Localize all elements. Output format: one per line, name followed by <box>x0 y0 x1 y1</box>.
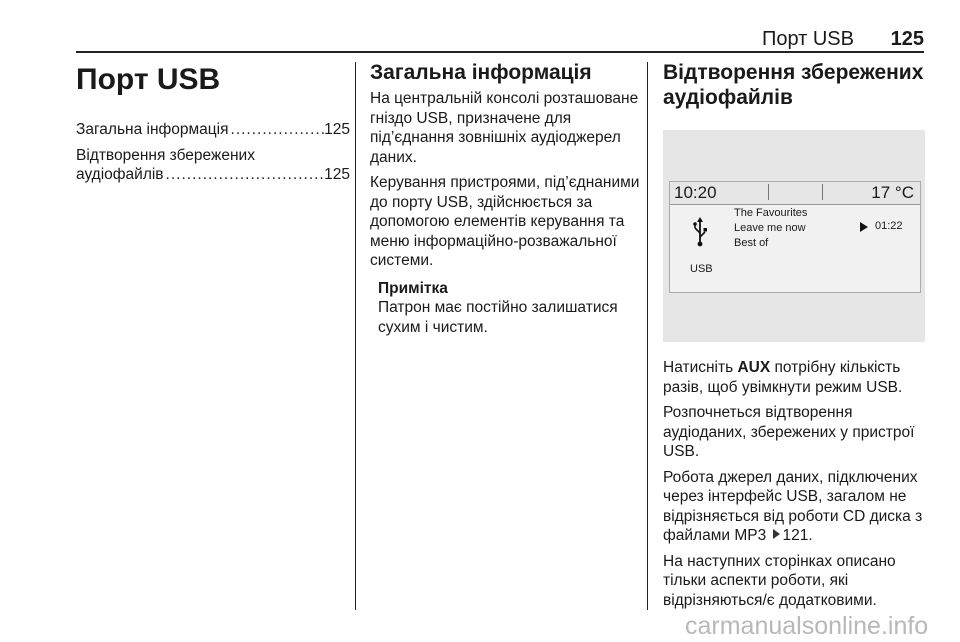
page-header <box>76 28 924 52</box>
page-reference-icon <box>773 529 780 539</box>
paragraph: Розпочнеться відтворення аудіоданих, збережених у пристрої USB. <box>663 404 915 460</box>
toc-entry-title: аудіофайлів <box>76 166 164 183</box>
divider-tick <box>822 184 823 200</box>
toc-entry[interactable] <box>76 120 350 140</box>
text: Робота джерел даних, підключених через інтерфейс USB, загалом не відрізняється від роботи CD диска з файлами MP3 <box>663 468 923 544</box>
track-item: The Favourites <box>734 207 808 219</box>
note-box <box>378 279 642 338</box>
toc-entry[interactable] <box>76 146 350 185</box>
toc-entry-title: Загальна інформація <box>76 121 229 138</box>
display-status-bar <box>670 182 920 205</box>
toc-column <box>76 60 350 191</box>
watermark: carmanualsonline.info <box>685 612 929 640</box>
display-temperature: 17 °C <box>871 183 914 202</box>
playback-status <box>860 217 903 237</box>
section-heading: Відтворення збережених аудіофайлів <box>663 61 924 109</box>
track-item: Leave me now <box>734 222 806 234</box>
note-text: Патрон має постійно залишатися сухим і чистим. <box>378 299 618 336</box>
column-divider <box>355 62 356 610</box>
page-reference[interactable]: 121. <box>782 527 813 544</box>
usb-label: USB <box>690 263 713 275</box>
text: потрібну кількість разів, щоб увімкнути режим USB. <box>663 359 903 396</box>
infotainment-display <box>669 181 921 293</box>
running-title: Порт USB <box>761 28 854 50</box>
note-title: Примітка <box>378 279 448 297</box>
text: Натисніть <box>663 359 738 376</box>
display-clock: 10:20 <box>674 183 717 202</box>
section-heading: Загальна інформація <box>370 61 592 84</box>
track-list <box>734 206 807 251</box>
toc-entry-page: 125 <box>324 166 350 183</box>
page-number: 125 <box>890 28 924 50</box>
paragraph: На центральній консолі розташоване гніздо USB, призначене для під’єднання зовнішніх аудіоджерел даних. <box>370 90 639 166</box>
elapsed-time: 01:22 <box>875 220 903 232</box>
aux-key: AUX <box>737 359 771 376</box>
toc-entry-page: 125 <box>324 121 350 138</box>
toc-leader <box>164 165 325 185</box>
paragraph <box>663 358 927 397</box>
toc-leader <box>229 120 325 140</box>
play-icon <box>860 222 868 232</box>
paragraph: Керування пристроями, під’єднаними до порту USB, здійснюється за допомогою елементів керування та меню інформаційно-розважальної системи. <box>370 174 640 269</box>
header-rule <box>76 51 924 53</box>
toc-entry-title: Відтворення збережених <box>76 146 255 164</box>
paragraph <box>663 468 927 546</box>
display-figure <box>663 130 925 342</box>
divider-tick <box>768 184 769 200</box>
chapter-title: Порт USB <box>76 63 221 96</box>
column-divider <box>647 62 648 610</box>
playback-column <box>663 60 927 616</box>
track-item: Best of <box>734 237 769 249</box>
general-info-column <box>370 60 642 337</box>
paragraph: На наступних сторінках описано тільки аспекти роботи, які відрізняються/є додатковими. <box>663 552 896 609</box>
usb-icon <box>692 217 708 247</box>
